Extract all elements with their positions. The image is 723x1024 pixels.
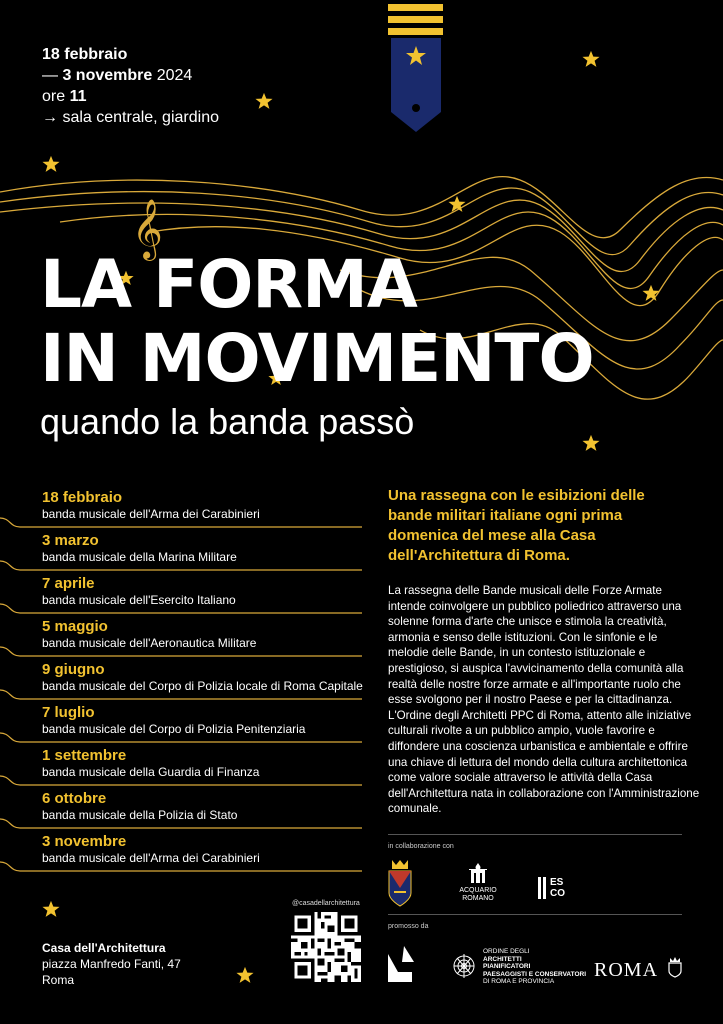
event-date: 3 marzo [42, 532, 99, 549]
event-band: banda musicale del Corpo di Polizia Penitenziaria [42, 722, 306, 736]
esco-line-2: CO [550, 888, 565, 899]
divider-line [0, 732, 362, 744]
divider-line [0, 560, 362, 572]
divider-line [0, 689, 362, 701]
venue-name: Casa dell'Architettura [42, 941, 166, 955]
roma-crest-icon [667, 956, 683, 978]
promo-label: promosso da [388, 923, 429, 930]
acquario-line-1: ACQUARIO [459, 887, 497, 894]
location: → sala centrale, giardino [42, 109, 219, 126]
list-item [0, 486, 362, 529]
divider [388, 834, 682, 835]
acquario-romano-label [452, 887, 504, 903]
year: 2024 [152, 67, 193, 84]
event-band: banda musicale dell'Esercito Italiano [42, 593, 236, 607]
esco-logo [538, 876, 565, 900]
divider-line [0, 818, 362, 830]
page-title [40, 248, 594, 396]
event-date: 9 giugno [42, 661, 105, 678]
star-icon [42, 900, 60, 918]
ordine-line-5: DI ROMA E PROVINCIA [483, 978, 555, 986]
ordine-mark-logo-icon [386, 944, 416, 984]
divider-line [0, 861, 362, 873]
events-list [0, 486, 362, 873]
divider [388, 914, 682, 915]
subtitle: quando la banda passò [40, 401, 415, 442]
event-band: banda musicale della Marina Militare [42, 550, 237, 564]
event-band: banda musicale della Guardia di Finanza [42, 765, 260, 779]
venue-block [42, 940, 181, 988]
ordine-line-4: PAESAGGISTI E CONSERVATORI [483, 970, 587, 978]
star-icon [42, 155, 60, 173]
divider-line [0, 603, 362, 615]
star-icon [255, 92, 273, 110]
list-item [0, 572, 362, 615]
list-item [0, 787, 362, 830]
venue-address: piazza Manfredo Fanti, 47 [42, 957, 181, 971]
event-band: banda musicale dell'Arma dei Carabinieri [42, 851, 260, 865]
date-start: 18 febbraio [42, 46, 128, 63]
ordine-line-2: ARCHITETTI [483, 955, 522, 963]
star-icon [582, 50, 600, 68]
acquario-line-2: ROMANO [462, 895, 494, 902]
star-icon [642, 284, 660, 302]
divider-line [0, 646, 362, 658]
coat-of-arms-icon [386, 858, 414, 908]
event-date: 5 maggio [42, 618, 108, 635]
event-date: 18 febbraio [42, 489, 123, 506]
time-prefix: ore [42, 88, 70, 105]
qr-code-icon[interactable] [291, 912, 361, 982]
ordine-line-3: PIANIFICATORI [483, 963, 531, 971]
acquario-romano-logo-icon [466, 862, 490, 884]
list-item [0, 830, 362, 873]
event-date: 6 ottobre [42, 790, 107, 807]
ordine-architetti-logo-icon [452, 952, 476, 980]
event-band: banda musicale dell'Arma dei Carabinieri [42, 507, 260, 521]
title-line-2: IN MOVIMENTO [40, 320, 594, 397]
list-item [0, 701, 362, 744]
rank-insignia-icon [386, 0, 446, 134]
star-icon [236, 966, 254, 984]
list-item [0, 529, 362, 572]
time: 11 [69, 88, 87, 105]
event-date: 3 novembre [42, 833, 127, 850]
body-text: La rassegna delle Bande musicali delle Forze Armate intende coinvolgere un pubblico poliedrico attraverso una solenne forma d'arte che unisce e stimola la creatività, armonia e senso delle istituzioni. Con le sinfonie e le melodie delle Bande, in un contesto istituzionale e prestigioso, si auspica l'avvicinamento della comunità alla realtà delle nostre forze armate e all'importante ruolo che esse svolgono per il nostro Paese e per la cittadinanza. L'Ordine degli Architetti PPC di Roma, attento alle iniziative culturali rivolte a un pubblico ampio, vuole favorire e diffondere una coscienza urbanistica e ambientale e offrire una chiave di lettura del mondo della cultura architettonica come valore sociale attraverso le attività della Casa dell'Architettura nata in collaborazione con l'Amministrazione comunale. [388, 584, 700, 816]
title-line-1: LA FORMA [40, 246, 417, 323]
event-date: 1 settembre [42, 747, 127, 764]
event-date: 7 luglio [42, 704, 95, 721]
collab-label: in collaborazione con [388, 843, 454, 850]
list-item [0, 615, 362, 658]
event-band: banda musicale del Corpo di Polizia locale di Roma Capitale [42, 679, 363, 693]
star-icon [582, 434, 600, 452]
qr-handle: @casadellarchitettura [292, 900, 360, 907]
list-item [0, 744, 362, 787]
divider-line [0, 517, 362, 529]
esco-bars-icon [543, 877, 546, 899]
lede-text: Una rassegna con le esibizioni delle bande militari italiane ogni prima domenica del mese alla Casa dell'Architettura di Roma. [388, 487, 645, 564]
star-icon [448, 195, 466, 213]
ordine-line-1: ORDINE DEGLI [483, 948, 530, 955]
date-dash: — [42, 67, 63, 84]
divider-line [0, 775, 362, 787]
venue-city: Roma [42, 973, 75, 987]
roma-logo-text: ROMA [594, 959, 659, 981]
svg-text:𝄞: 𝄞 [132, 199, 163, 259]
date-end: 3 novembre [62, 67, 153, 84]
esco-bars-icon [538, 877, 541, 899]
list-item [0, 658, 362, 701]
event-band: banda musicale della Polizia di Stato [42, 808, 238, 822]
ordine-architetti-label [483, 948, 586, 986]
esco-line-1: ES [550, 877, 564, 888]
event-band: banda musicale dell'Aeronautica Militare [42, 636, 257, 650]
event-dates-header [42, 44, 219, 128]
event-date: 7 aprile [42, 575, 95, 592]
